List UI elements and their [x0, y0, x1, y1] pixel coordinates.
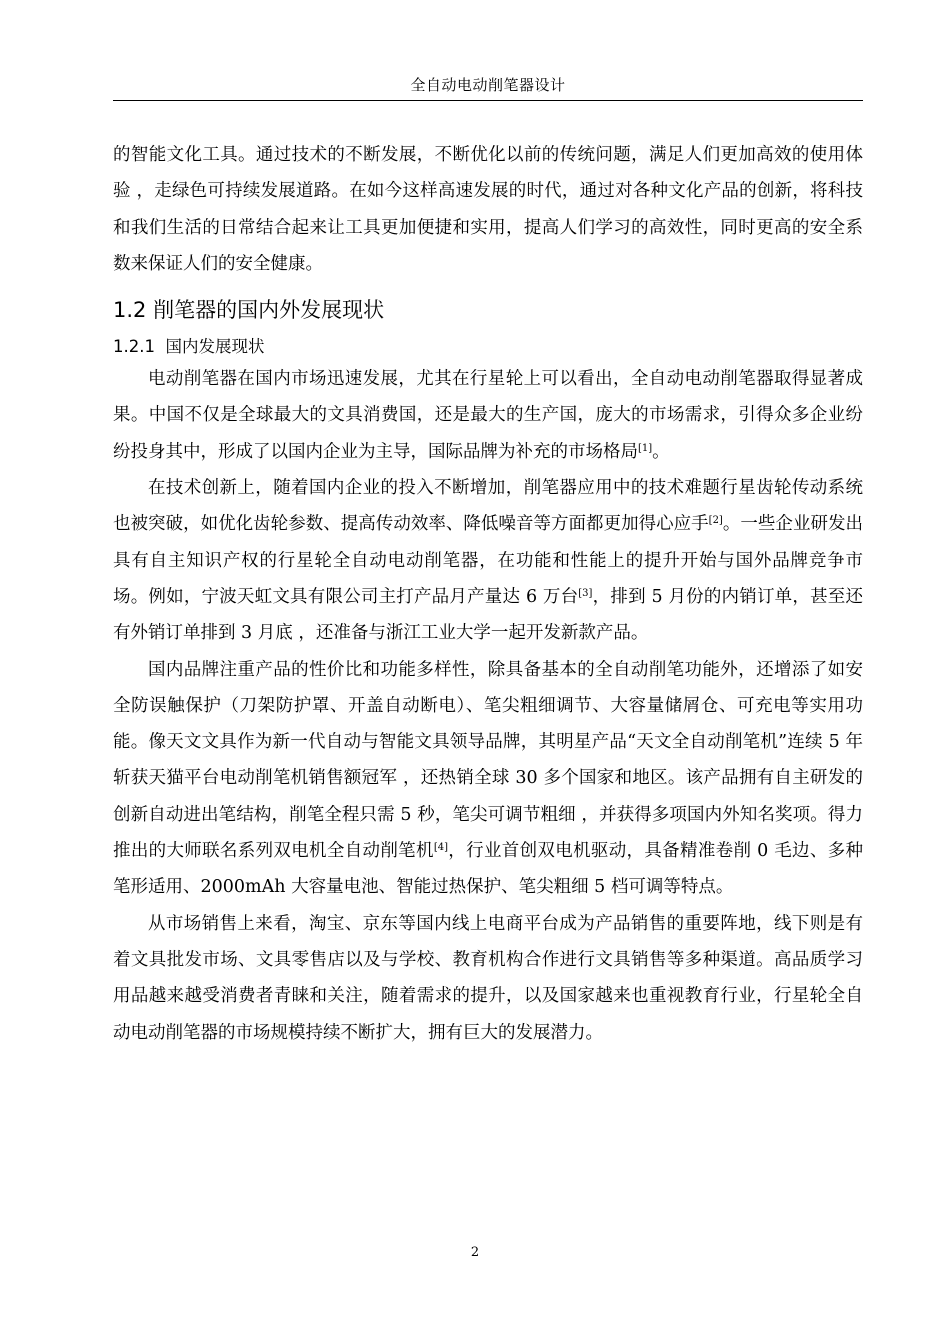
- section-title: 削笔器的国内外发展现状: [153, 298, 385, 323]
- subsection-title: 国内发展现状: [165, 337, 265, 357]
- citation-ref: [4]: [433, 842, 448, 854]
- citation-ref: [3]: [578, 587, 593, 599]
- subsection-heading: [113, 333, 863, 361]
- section-heading: [113, 291, 863, 329]
- citation-ref: [2]: [708, 515, 723, 527]
- paragraph-text: ，排到 5 月份的内销订单，甚至还有外销订单排到 3 月底 ，还准备与浙江工业大学一起开发新款产品。: [113, 586, 863, 644]
- paragraph-domestic-brands: [113, 652, 863, 906]
- paragraph-text: 在技术创新上，随着国内企业的投入不断增加，削笔器应用中的技术难题行星齿轮传动系统也被突破，如优化齿轮参数、提高传动效率、降低噪音等方面都更加得心应手: [113, 478, 863, 535]
- page-number: 2: [470, 1245, 480, 1260]
- paragraph-market-sales: 从市场销售上来看，淘宝、京东等国内线上电商平台成为产品销售的重要阵地，线下则是有着文具批发市场、文具零售店以及与学校、教育机构合作进行文具销售等多种渠道。高品质学习用品越来越受消费者青睐和关注，随着需求的提升，以及国家越来也重视教育行业，行星轮全自动电动削笔器的市场规模持续不断扩大，拥有巨大的发展潜力。: [113, 913, 863, 1043]
- subsection-number: 1.2.1: [113, 337, 155, 357]
- paragraph-text: 。一些企业研发出具有自主知识产权的行星轮全自动电动削笔器，在功能和性能上的提升开始与国外品牌竞争市场。例如，宁波天虹文具有限公司主打产品月产量达 6 万台: [113, 514, 864, 607]
- intro-paragraph: 的智能文化工具。通过技术的不断发展，不断优化以前的传统问题，满足人们更加高效的使用体验 ，走绿色可持续发展道路。在如今这样高速发展的时代，通过对各种文化产品的创新，将科技和我们生活的日常结合起来让工具更加便捷和实用，提高人们学习的高效性，同时更高的安全系数来保证人们的安全健康。: [113, 145, 863, 274]
- paragraph-text: 电动削笔器在国内市场迅速发展，尤其在行星轮上可以看出，全自动电动削笔器取得显著成果。中国不仅是全球最大的文具消费国，还是最大的生产国，庞大的市场需求，引得众多企业纷纷投身其中，形成了以国内企业为主导，国际品牌为补充的市场格局: [113, 369, 863, 462]
- paragraph-text: 。: [652, 441, 670, 462]
- section-number: 1.2: [113, 298, 147, 323]
- paragraph-market-overview: [113, 361, 863, 470]
- document-body: [113, 137, 863, 1051]
- running-header: [113, 70, 863, 101]
- paragraph-tech-innovation: [113, 470, 863, 651]
- running-header-title: 全自动电动削笔器设计: [410, 76, 566, 94]
- citation-ref: [1]: [638, 442, 653, 454]
- paragraph-text: 国内品牌注重产品的性价比和功能多样性，除具备基本的全自动削笔功能外，还增添了如安全防误触保护（刀架防护罩、开盖自动断电）、笔尖粗细调节、大容量储屑仓、可充电等实用功能。像天文文具作为新一代自动与智能文具领导品牌，其明星产品“天文全自动削笔机”连续 5 年斩获天猫平台电动削笔机销售额冠军 ，还热销全球 30 多个国家和地区。该产品拥有自主研发的创新自动进出笔结构，削笔全程只需 5 秒，笔尖可调节粗细 ，并获得多项国内外知名奖项。得力推出的大师联名系列双电机全自动削笔机: [113, 659, 863, 862]
- paragraph-text: ，行业首创双电机驱动，具备精准卷削 0 毛边、多种笔形适用、2000mAh 大容量电池、智能过热保护、笔尖粗细 5 档可调等特点。: [113, 841, 863, 898]
